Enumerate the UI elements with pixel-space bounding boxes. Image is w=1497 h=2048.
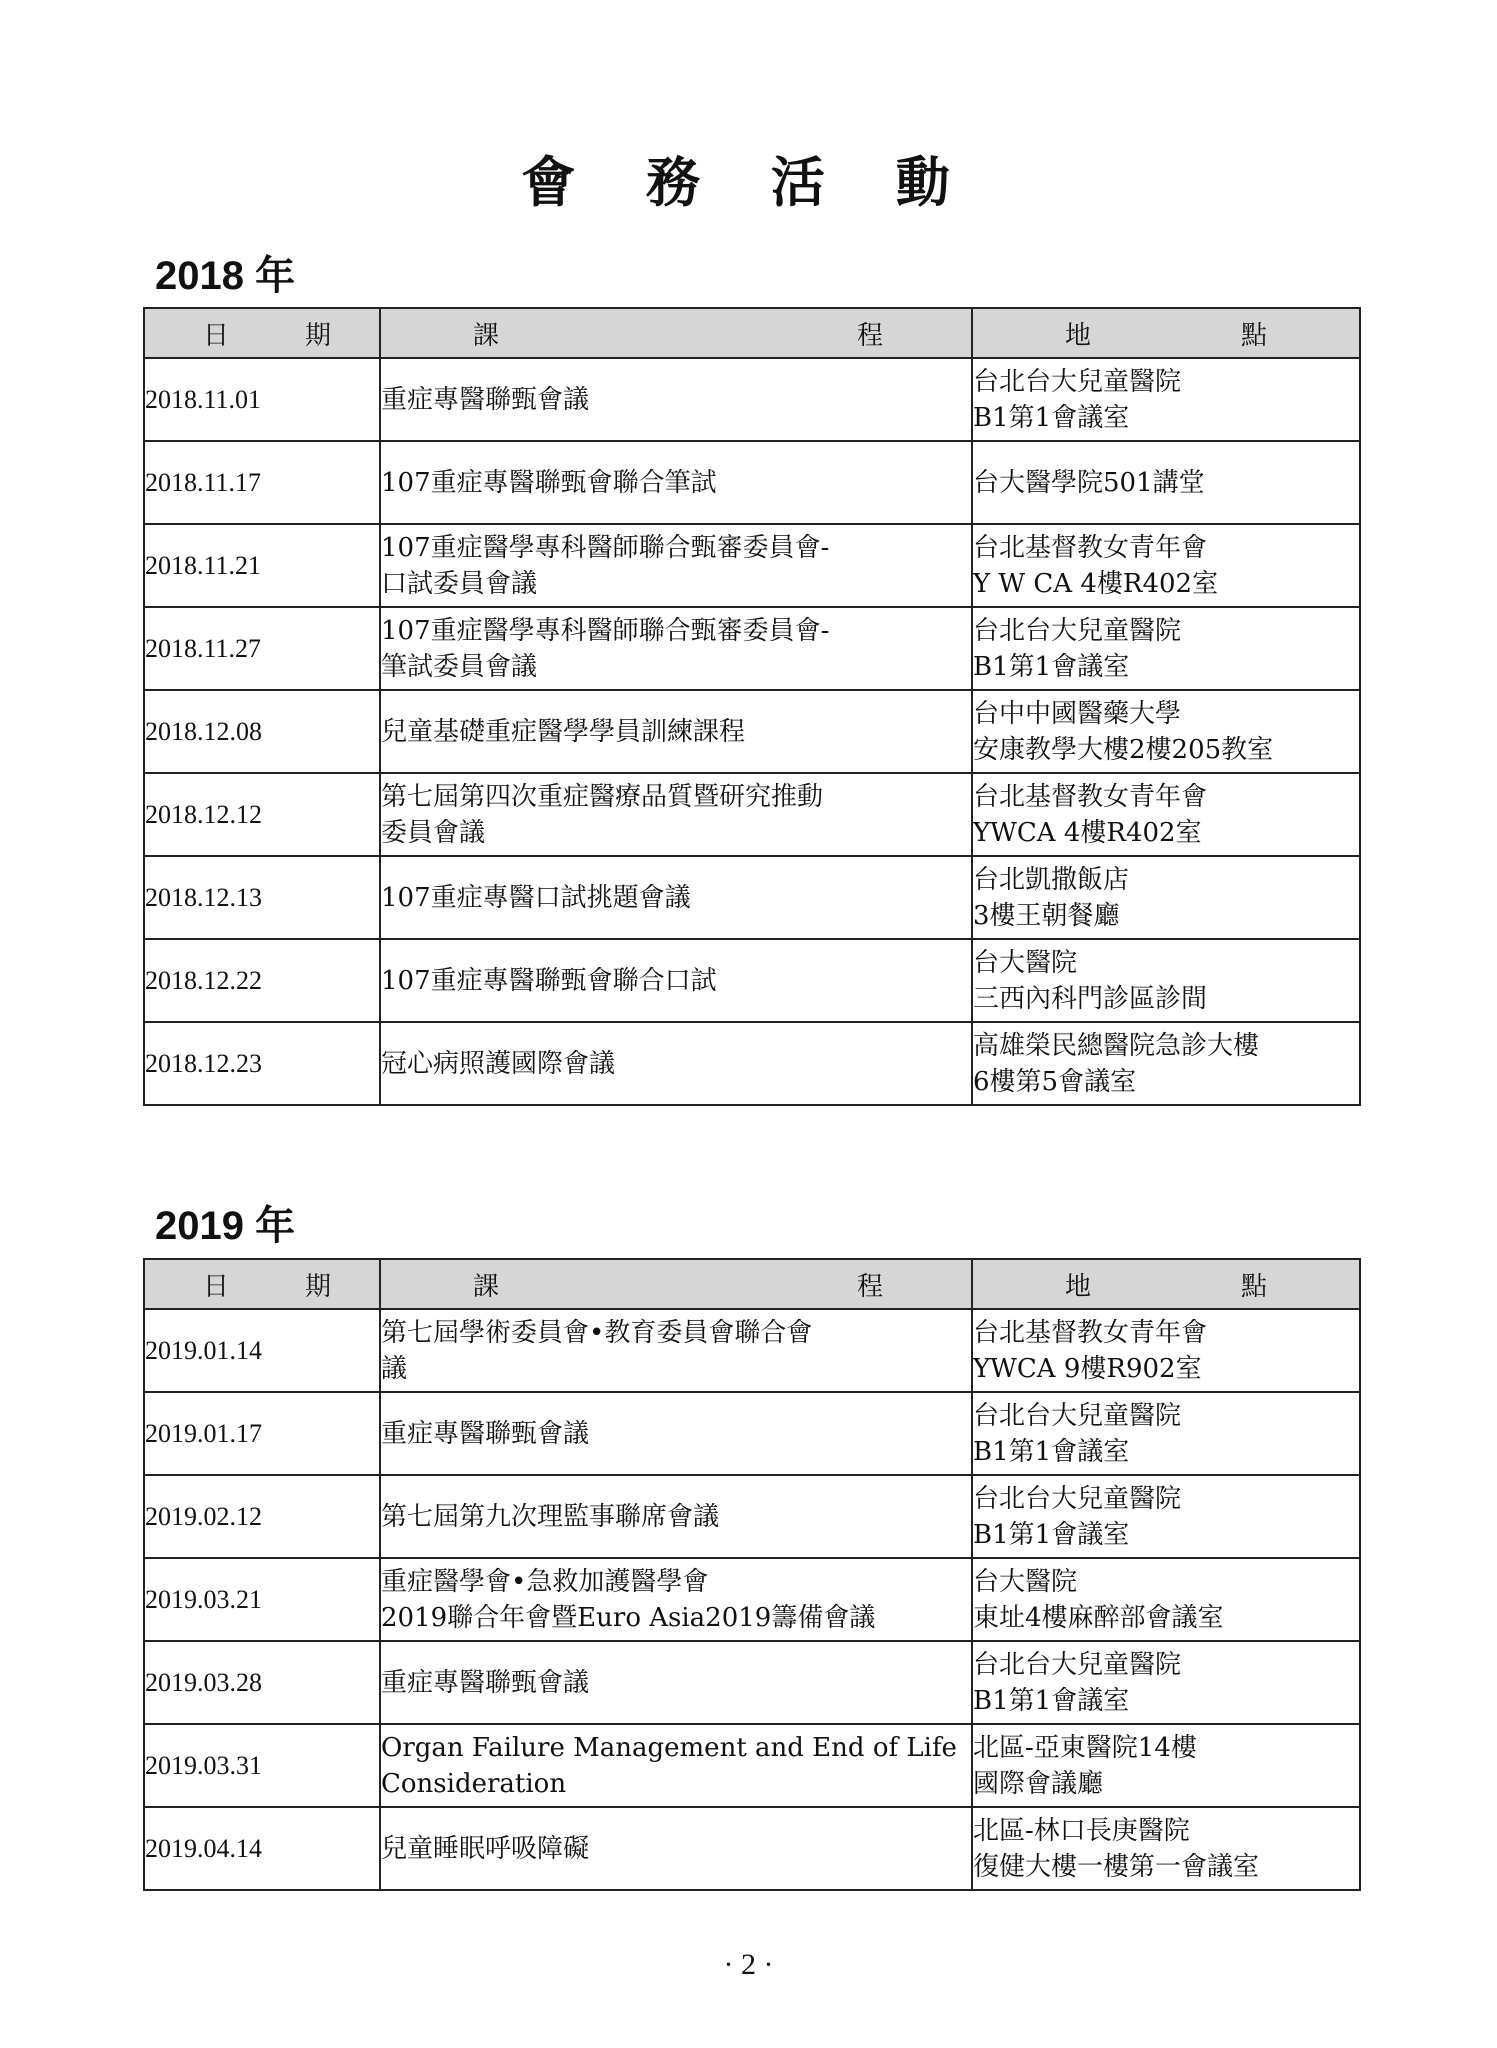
table-row: [144, 1392, 1360, 1475]
header-char: 點: [1240, 320, 1267, 351]
header-char: 課: [473, 320, 500, 351]
place-line: 高雄榮民總醫院急診大樓: [973, 1030, 1260, 1061]
place-line: B1第1會議室: [973, 402, 1130, 433]
place-cell: [972, 607, 1360, 690]
place-cell: [972, 1558, 1360, 1641]
place-line: 台大醫院: [973, 947, 1078, 978]
place-line: 3樓王朝餐廳: [973, 900, 1120, 931]
date-cell: 2019.03.28: [144, 1641, 380, 1724]
table-row: [144, 1724, 1360, 1807]
place-cell: [972, 1392, 1360, 1475]
course-line: 第七屆學術委員會•教育委員會聯合會: [381, 1317, 813, 1348]
course-line: 冠心病照護國際會議: [381, 1048, 616, 1079]
course-line: 107重症醫學專科醫師聯合甄審委員會-: [381, 532, 830, 563]
place-line: 台北凱撒飯店: [973, 864, 1130, 895]
place-line: 台北基督教女青年會: [973, 1317, 1208, 1348]
date-cell: 2019.01.17: [144, 1392, 380, 1475]
course-line: 委員會議: [381, 817, 486, 848]
section-year-heading: 2018 年: [155, 254, 296, 298]
course-cell: [380, 856, 972, 939]
date-cell: 2018.12.12: [144, 773, 380, 856]
table-row: [144, 1475, 1360, 1558]
header-char: 日: [203, 320, 230, 351]
place-line: B1第1會議室: [973, 1436, 1130, 1467]
schedule-table: [143, 307, 1361, 1106]
place-cell: [972, 1724, 1360, 1807]
place-cell: [972, 1475, 1360, 1558]
place-line: 台北台大兒童醫院: [973, 1400, 1182, 1431]
place-cell: [972, 1641, 1360, 1724]
table-header-row: [144, 1259, 1360, 1309]
course-line: 筆試委員會議: [381, 651, 538, 682]
course-line: 口試委員會議: [381, 568, 538, 599]
table-row: [144, 939, 1360, 1022]
course-line: Organ Failure Management and End of Life: [381, 1732, 957, 1763]
place-line: 北區-亞東醫院14樓: [973, 1732, 1197, 1763]
table-row: [144, 358, 1360, 441]
column-header-place: [972, 308, 1360, 358]
place-cell: [972, 690, 1360, 773]
column-header-course: [380, 308, 972, 358]
page-number: · 2 ·: [723, 1948, 774, 1981]
header-char: 課: [473, 1271, 500, 1302]
header-char: 日: [203, 1271, 230, 1302]
table-body: [144, 358, 1360, 1105]
place-cell: [972, 441, 1360, 524]
course-cell: [380, 939, 972, 1022]
course-line: 兒童睡眠呼吸障礙: [381, 1833, 590, 1864]
table-row: [144, 856, 1360, 939]
place-line: B1第1會議室: [973, 1519, 1130, 1550]
course-line: 第七屆第四次重症醫療品質暨研究推動: [381, 781, 824, 812]
header-char: 地: [1065, 320, 1092, 351]
date-cell: 2019.04.14: [144, 1807, 380, 1890]
table-row: [144, 607, 1360, 690]
place-cell: [972, 856, 1360, 939]
place-cell: [972, 524, 1360, 607]
course-cell: [380, 1807, 972, 1890]
course-cell: [380, 1022, 972, 1105]
course-line: 兒童基礎重症醫學學員訓練課程: [381, 716, 746, 747]
column-header-date: [144, 308, 380, 358]
place-line: 北區-林口長庚醫院: [973, 1815, 1190, 1846]
place-cell: [972, 1022, 1360, 1105]
date-cell: 2018.12.22: [144, 939, 380, 1022]
course-line: 107重症專醫聯甄會聯合口試: [381, 965, 717, 996]
course-cell: [380, 358, 972, 441]
header-char: 程: [856, 1271, 883, 1302]
header-char: 期: [304, 1271, 331, 1302]
schedule-table: [143, 1258, 1361, 1891]
course-line: 議: [381, 1353, 408, 1384]
course-line: 107重症醫學專科醫師聯合甄審委員會-: [381, 615, 830, 646]
section-year-heading: 2019 年: [155, 1204, 296, 1248]
date-cell: 2019.03.21: [144, 1558, 380, 1641]
course-cell: [380, 1309, 972, 1392]
place-line: 台大醫院: [973, 1566, 1078, 1597]
place-line: 台北台大兒童醫院: [973, 1649, 1182, 1680]
date-cell: 2018.12.08: [144, 690, 380, 773]
place-line: 三西內科門診區診間: [973, 983, 1208, 1014]
date-cell: 2019.02.12: [144, 1475, 380, 1558]
place-cell: [972, 1807, 1360, 1890]
table-row: [144, 690, 1360, 773]
place-line: 台北基督教女青年會: [973, 781, 1208, 812]
place-line: 台大醫學院501講堂: [973, 467, 1205, 498]
date-cell: 2018.12.23: [144, 1022, 380, 1105]
place-line: 台中中國醫藥大學: [973, 698, 1182, 729]
course-cell: [380, 607, 972, 690]
course-line: Consideration: [381, 1768, 567, 1799]
table-row: [144, 1558, 1360, 1641]
header-char: 點: [1240, 1271, 1267, 1302]
place-line: 台北台大兒童醫院: [973, 366, 1182, 397]
course-cell: [380, 1641, 972, 1724]
place-line: 台北台大兒童醫院: [973, 1483, 1182, 1514]
place-line: 台北基督教女青年會: [973, 532, 1208, 563]
place-line: B1第1會議室: [973, 1685, 1130, 1716]
place-line: 東址4樓麻醉部會議室: [973, 1602, 1224, 1633]
column-header-place: [972, 1259, 1360, 1309]
table-body: [144, 1309, 1360, 1890]
date-cell: 2018.11.27: [144, 607, 380, 690]
course-line: 107重症專醫口試挑題會議: [381, 882, 691, 913]
place-cell: [972, 1309, 1360, 1392]
course-cell: [380, 1558, 972, 1641]
date-cell: 2019.01.14: [144, 1309, 380, 1392]
place-cell: [972, 358, 1360, 441]
place-cell: [972, 773, 1360, 856]
date-cell: 2018.11.01: [144, 358, 380, 441]
course-cell: [380, 1475, 972, 1558]
course-line: 第七屆第九次理監事聯席會議: [381, 1501, 720, 1532]
table-row: [144, 1807, 1360, 1890]
course-line: 重症醫學會•急救加護醫學會: [381, 1566, 709, 1597]
header-char: 程: [856, 320, 883, 351]
date-cell: 2019.03.31: [144, 1724, 380, 1807]
course-cell: [380, 441, 972, 524]
table-row: [144, 1022, 1360, 1105]
course-line: 2019聯合年會暨Euro Asia2019籌備會議: [381, 1602, 876, 1633]
table-row: [144, 524, 1360, 607]
place-line: 台北台大兒童醫院: [973, 615, 1182, 646]
course-line: 重症專醫聯甄會議: [381, 384, 590, 415]
course-cell: [380, 1392, 972, 1475]
date-cell: 2018.11.17: [144, 441, 380, 524]
header-char: 期: [304, 320, 331, 351]
place-line: 安康教學大樓2樓205教室: [973, 734, 1274, 765]
date-cell: 2018.12.13: [144, 856, 380, 939]
course-cell: [380, 773, 972, 856]
table-row: [144, 1309, 1360, 1392]
column-header-date: [144, 1259, 380, 1309]
header-char: 地: [1065, 1271, 1092, 1302]
place-line: YWCA 9樓R902室: [973, 1353, 1202, 1384]
table-row: [144, 1641, 1360, 1724]
table-row: [144, 441, 1360, 524]
course-cell: [380, 1724, 972, 1807]
table-row: [144, 773, 1360, 856]
column-header-course: [380, 1259, 972, 1309]
page-title: 會 務 活 動: [521, 151, 976, 214]
place-line: 復健大樓一樓第一會議室: [973, 1851, 1260, 1882]
place-line: YWCA 4樓R402室: [973, 817, 1202, 848]
place-line: 6樓第5會議室: [973, 1066, 1137, 1097]
place-line: 國際會議廳: [973, 1768, 1104, 1799]
table-header-row: [144, 308, 1360, 358]
course-cell: [380, 524, 972, 607]
place-cell: [972, 939, 1360, 1022]
course-cell: [380, 690, 972, 773]
course-line: 重症專醫聯甄會議: [381, 1418, 590, 1449]
date-cell: 2018.11.21: [144, 524, 380, 607]
course-line: 重症專醫聯甄會議: [381, 1667, 590, 1698]
place-line: B1第1會議室: [973, 651, 1130, 682]
course-line: 107重症專醫聯甄會聯合筆試: [381, 467, 717, 498]
place-line: Y W CA 4樓R402室: [973, 568, 1219, 599]
